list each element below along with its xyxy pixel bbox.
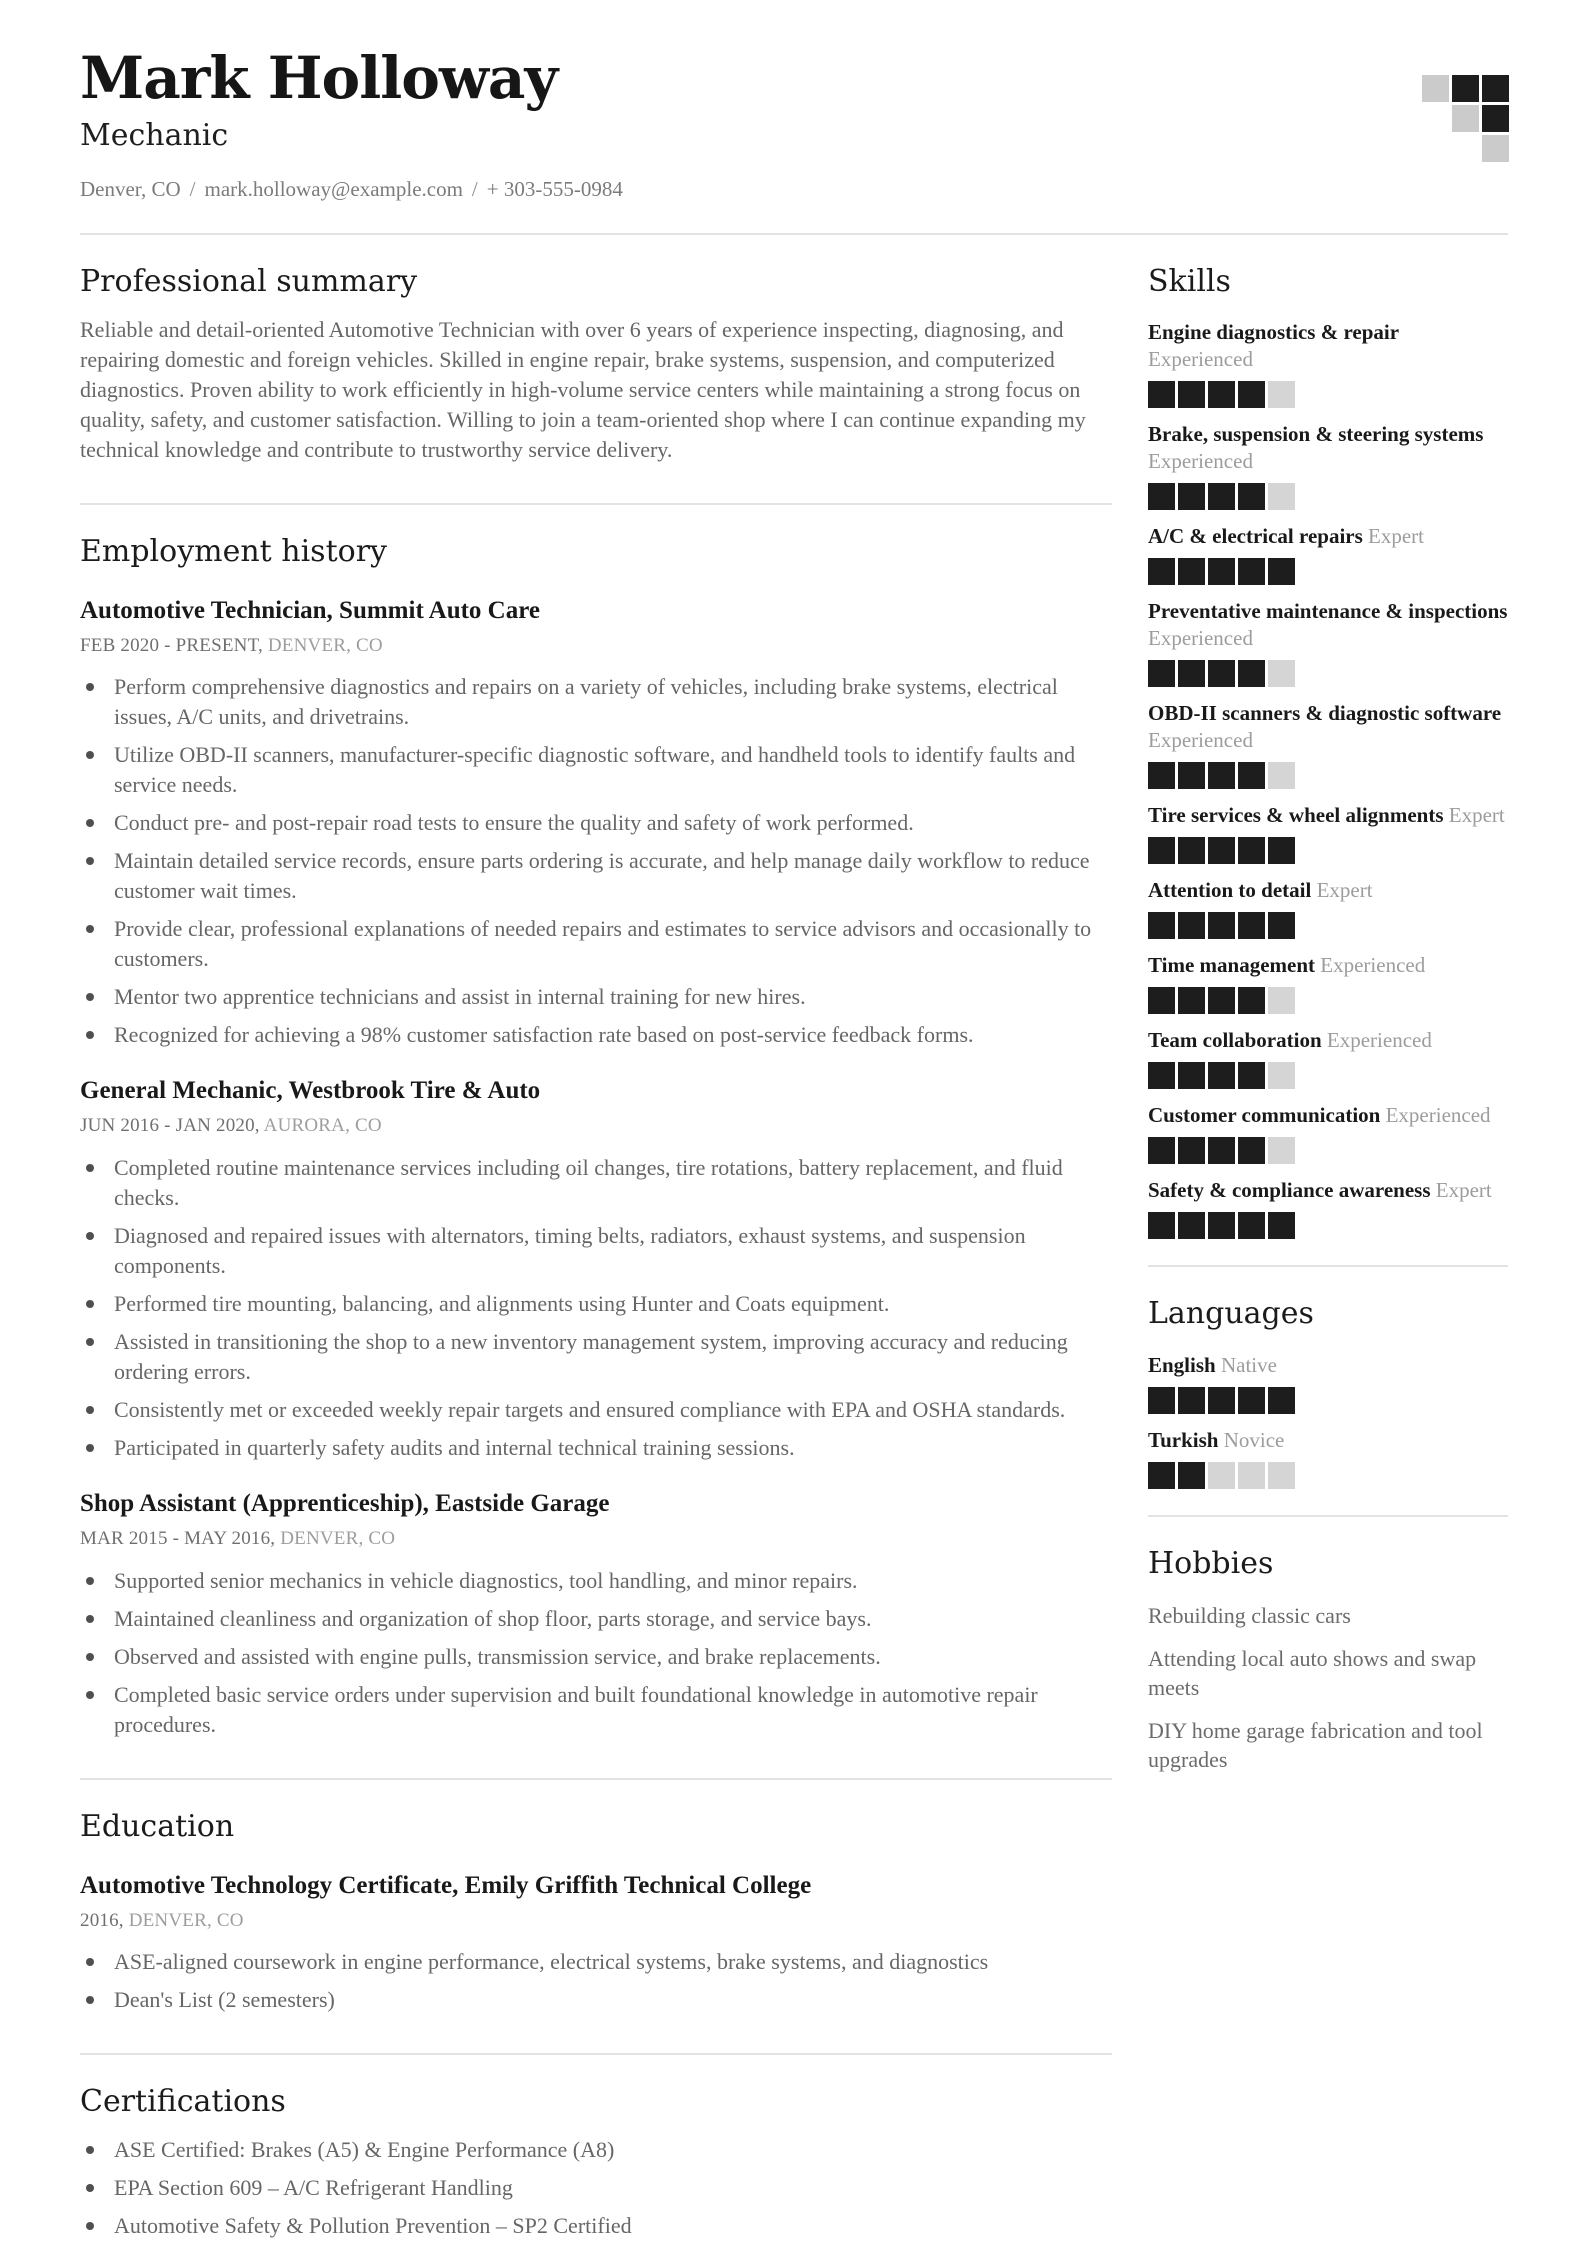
rating-square-filled bbox=[1268, 1212, 1295, 1239]
certification-list bbox=[80, 2135, 1112, 2241]
bullet-dot-icon bbox=[86, 857, 94, 865]
skill-name: Safety & compliance awareness bbox=[1148, 1178, 1431, 1203]
summary-section bbox=[80, 265, 1112, 466]
job-location: DENVER, CO bbox=[267, 634, 383, 656]
rating-square-filled bbox=[1208, 762, 1235, 789]
rating-square-filled bbox=[1148, 762, 1175, 789]
rating-square-empty bbox=[1268, 660, 1295, 687]
rating-square-filled bbox=[1268, 1387, 1295, 1414]
job-bullet: Completed routine maintenance services including oil changes, tire rotations, battery replacement, and fluid checks. bbox=[80, 1153, 1112, 1213]
rating-square-filled bbox=[1268, 558, 1295, 585]
rating-square-empty bbox=[1268, 1062, 1295, 1089]
contact-line bbox=[80, 177, 1508, 202]
bullet-dot-icon bbox=[86, 683, 94, 691]
certification-bullet: EPA Section 609 – A/C Refrigerant Handling bbox=[80, 2173, 1112, 2203]
job-title: General Mechanic, Westbrook Tire & Auto bbox=[80, 1077, 541, 1105]
certification-bullet: Automotive Safety & Pollution Prevention – SP2 Certified bbox=[80, 2211, 1112, 2241]
rating-square-filled bbox=[1178, 762, 1205, 789]
bullet-dot-icon bbox=[86, 1406, 94, 1414]
skill-rating-bar bbox=[1148, 912, 1508, 939]
skill-item bbox=[1148, 319, 1508, 408]
brand-squares-logo bbox=[1422, 75, 1509, 162]
job-bullet: Performed tire mounting, balancing, and alignments using Hunter and Coats equipment. bbox=[80, 1289, 1112, 1319]
rating-square-filled bbox=[1178, 558, 1205, 585]
skill-rating-bar bbox=[1148, 1062, 1508, 1089]
skill-item bbox=[1148, 877, 1508, 939]
job-bullet: Perform comprehensive diagnostics and repairs on a variety of vehicles, including brake systems, electrical issues, A/C units, and drivetrains. bbox=[80, 672, 1112, 732]
bullet-dot-icon bbox=[86, 1577, 94, 1585]
logo-cell bbox=[1422, 105, 1449, 132]
rating-square-filled bbox=[1148, 987, 1175, 1014]
section-heading-hobbies: Hobbies bbox=[1148, 1545, 1274, 1581]
rating-square-filled bbox=[1148, 381, 1175, 408]
rating-square-filled bbox=[1208, 1212, 1235, 1239]
rating-square-filled bbox=[1268, 837, 1295, 864]
job-bullet: Conduct pre- and post-repair road tests to ensure the quality and safety of work performed. bbox=[80, 808, 1112, 838]
skill-name: Preventative maintenance & inspections bbox=[1148, 599, 1508, 624]
job-meta bbox=[80, 1528, 1112, 1551]
logo-cell bbox=[1452, 75, 1479, 102]
job-title: Shop Assistant (Apprenticeship), Eastside Garage bbox=[80, 1490, 610, 1518]
language-rating-bar bbox=[1148, 1387, 1508, 1414]
rating-square-empty bbox=[1238, 1462, 1265, 1489]
education-bullet-list bbox=[80, 1947, 1112, 2015]
contact-location: Denver, CO bbox=[80, 177, 181, 202]
logo-cell bbox=[1422, 75, 1449, 102]
rating-square-filled bbox=[1208, 837, 1235, 864]
hobby-item: Attending local auto shows and swap meets bbox=[1148, 1646, 1477, 1701]
rating-square-filled bbox=[1178, 660, 1205, 687]
rating-square-filled bbox=[1178, 483, 1205, 510]
sidebar-column bbox=[1148, 235, 1508, 1775]
rating-square-filled bbox=[1238, 837, 1265, 864]
bullet-dot-icon bbox=[86, 1958, 94, 1966]
rating-square-filled bbox=[1208, 912, 1235, 939]
bullet-dot-icon bbox=[86, 1653, 94, 1661]
skill-level: Experienced bbox=[1148, 728, 1253, 753]
language-rating-bar bbox=[1148, 1462, 1508, 1489]
job-bullet: Utilize OBD-II scanners, manufacturer-specific diagnostic software, and handheld tools to identify faults and service needs. bbox=[80, 740, 1112, 800]
job-bullet: Maintained cleanliness and organization of shop floor, parts storage, and service bays. bbox=[80, 1604, 1112, 1634]
bullet-dot-icon bbox=[86, 993, 94, 1001]
skill-name: Customer communication bbox=[1148, 1103, 1381, 1128]
certification-bullet: ASE Certified: Brakes (A5) & Engine Performance (A8) bbox=[80, 2135, 1112, 2165]
bullet-dot-icon bbox=[86, 1691, 94, 1699]
skill-rating-bar bbox=[1148, 1137, 1508, 1164]
logo-cell bbox=[1452, 135, 1479, 162]
bullet-dot-icon bbox=[86, 1300, 94, 1308]
rating-square-filled bbox=[1148, 1387, 1175, 1414]
education-meta bbox=[80, 1910, 1112, 1933]
bullet-dot-icon bbox=[86, 1164, 94, 1172]
skill-rating-bar bbox=[1148, 762, 1508, 789]
skill-name: Time management bbox=[1148, 953, 1316, 978]
divider bbox=[1148, 1265, 1508, 1267]
logo-cell bbox=[1482, 135, 1509, 162]
job-bullet: Mentor two apprentice technicians and assist in internal training for new hires. bbox=[80, 982, 1112, 1012]
rating-square-filled bbox=[1238, 912, 1265, 939]
skill-level: Experienced bbox=[1148, 626, 1253, 651]
rating-square-filled bbox=[1178, 837, 1205, 864]
bullet-dot-icon bbox=[86, 1615, 94, 1623]
language-name: English bbox=[1148, 1352, 1216, 1377]
rating-square-filled bbox=[1208, 1062, 1235, 1089]
rating-square-filled bbox=[1148, 483, 1175, 510]
skill-level: Expert bbox=[1435, 1178, 1492, 1203]
rating-square-filled bbox=[1178, 1212, 1205, 1239]
bullet-dot-icon bbox=[86, 2222, 94, 2230]
section-heading-summary: Professional summary bbox=[80, 263, 418, 299]
skill-name: Engine diagnostics & repair bbox=[1148, 320, 1400, 345]
education-entry bbox=[80, 1871, 1112, 2016]
education-date: 2016, bbox=[80, 1909, 124, 1931]
job-meta bbox=[80, 1115, 1112, 1138]
skill-level: Expert bbox=[1448, 803, 1505, 828]
rating-square-filled bbox=[1238, 762, 1265, 789]
skill-item bbox=[1148, 700, 1508, 789]
bullet-dot-icon bbox=[86, 2184, 94, 2192]
rating-square-filled bbox=[1148, 912, 1175, 939]
rating-square-empty bbox=[1208, 1462, 1235, 1489]
bullet-dot-icon bbox=[86, 1444, 94, 1452]
skill-level: Experienced bbox=[1148, 449, 1253, 474]
rating-square-filled bbox=[1238, 1137, 1265, 1164]
education-title: Automotive Technology Certificate, Emily Griffith Technical College bbox=[80, 1871, 812, 1899]
skill-item bbox=[1148, 1177, 1508, 1239]
skill-level: Experienced bbox=[1326, 1028, 1432, 1053]
divider bbox=[80, 2053, 1112, 2055]
job-bullet: Consistently met or exceeded weekly repair targets and ensured compliance with EPA and OSHA standards. bbox=[80, 1395, 1112, 1425]
skill-level: Experienced bbox=[1148, 347, 1253, 372]
job-bullet-list bbox=[80, 672, 1112, 1050]
job-bullet: Maintain detailed service records, ensure parts ordering is accurate, and help manage daily workflow to reduce customer wait times. bbox=[80, 846, 1112, 906]
rating-square-empty bbox=[1268, 381, 1295, 408]
rating-square-filled bbox=[1148, 660, 1175, 687]
rating-square-filled bbox=[1148, 837, 1175, 864]
education-section bbox=[80, 1810, 1112, 2015]
skill-item bbox=[1148, 802, 1508, 864]
rating-square-filled bbox=[1178, 912, 1205, 939]
rating-square-filled bbox=[1238, 1212, 1265, 1239]
skill-name: Team collaboration bbox=[1148, 1028, 1322, 1053]
job-dates: JUN 2016 - JAN 2020, bbox=[80, 1115, 260, 1137]
skill-rating-bar bbox=[1148, 558, 1508, 585]
rating-square-filled bbox=[1178, 1387, 1205, 1414]
bullet-dot-icon bbox=[86, 819, 94, 827]
rating-square-filled bbox=[1148, 1462, 1175, 1489]
rating-square-filled bbox=[1178, 1062, 1205, 1089]
bullet-dot-icon bbox=[86, 751, 94, 759]
logo-cell bbox=[1452, 105, 1479, 132]
skill-level: Experienced bbox=[1385, 1103, 1491, 1128]
rating-square-filled bbox=[1208, 483, 1235, 510]
content-columns bbox=[80, 235, 1508, 2244]
job-bullet-list bbox=[80, 1566, 1112, 1740]
skill-level: Experienced bbox=[1320, 953, 1426, 978]
section-heading-certifications: Certifications bbox=[80, 2084, 286, 2120]
section-heading-education: Education bbox=[80, 1809, 235, 1845]
skill-name: Tire services & wheel alignments bbox=[1148, 803, 1444, 828]
main-column bbox=[80, 235, 1112, 2244]
skill-level: Expert bbox=[1368, 524, 1425, 549]
rating-square-filled bbox=[1178, 1462, 1205, 1489]
skill-item bbox=[1148, 421, 1508, 510]
job-bullet-list bbox=[80, 1153, 1112, 1463]
divider bbox=[80, 1778, 1112, 1780]
rating-square-empty bbox=[1268, 1462, 1295, 1489]
job-bullet: Observed and assisted with engine pulls, transmission service, and brake replacements. bbox=[80, 1642, 1112, 1672]
bullet-dot-icon bbox=[86, 925, 94, 933]
hobbies-section bbox=[1148, 1547, 1508, 1775]
language-name: Turkish bbox=[1148, 1427, 1219, 1452]
rating-square-filled bbox=[1238, 1387, 1265, 1414]
job-bullet: Supported senior mechanics in vehicle diagnostics, tool handling, and minor repairs. bbox=[80, 1566, 1112, 1596]
rating-square-empty bbox=[1268, 1137, 1295, 1164]
rating-square-filled bbox=[1208, 558, 1235, 585]
contact-phone: + 303-555-0984 bbox=[486, 177, 623, 202]
language-item bbox=[1148, 1427, 1508, 1489]
job-meta bbox=[80, 635, 1112, 658]
contact-separator: / bbox=[189, 177, 196, 202]
rating-square-filled bbox=[1238, 483, 1265, 510]
job-bullet: Assisted in transitioning the shop to a new inventory management system, improving accuracy and reducing ordering errors. bbox=[80, 1327, 1112, 1387]
section-heading-languages: Languages bbox=[1148, 1296, 1314, 1332]
skill-item bbox=[1148, 523, 1508, 585]
skills-section bbox=[1148, 265, 1508, 1240]
rating-square-empty bbox=[1268, 762, 1295, 789]
education-location: DENVER, CO bbox=[128, 1909, 244, 1931]
job-title: Automotive Technician, Summit Auto Care bbox=[80, 596, 540, 624]
skill-name: Attention to detail bbox=[1148, 878, 1312, 903]
rating-square-filled bbox=[1238, 1062, 1265, 1089]
skill-name: Brake, suspension & steering systems bbox=[1148, 422, 1484, 447]
skill-item bbox=[1148, 1102, 1508, 1164]
job-entry bbox=[80, 596, 1112, 1051]
language-item bbox=[1148, 1352, 1508, 1414]
logo-cell bbox=[1422, 135, 1449, 162]
rating-square-filled bbox=[1148, 1137, 1175, 1164]
language-level: Novice bbox=[1223, 1427, 1285, 1452]
job-bullet: Diagnosed and repaired issues with alternators, timing belts, radiators, exhaust systems, and suspension components. bbox=[80, 1221, 1112, 1281]
rating-square-empty bbox=[1268, 987, 1295, 1014]
job-bullet: Completed basic service orders under supervision and built foundational knowledge in automotive repair procedures. bbox=[80, 1680, 1112, 1740]
candidate-name: Mark Holloway bbox=[80, 44, 558, 112]
section-heading-employment: Employment history bbox=[80, 534, 387, 570]
employment-section bbox=[80, 535, 1112, 1740]
job-bullet: Participated in quarterly safety audits and internal technical training sessions. bbox=[80, 1433, 1112, 1463]
rating-square-filled bbox=[1238, 987, 1265, 1014]
rating-square-filled bbox=[1178, 1137, 1205, 1164]
rating-square-filled bbox=[1208, 1137, 1235, 1164]
rating-square-filled bbox=[1148, 558, 1175, 585]
hobby-item: Rebuilding classic cars bbox=[1148, 1603, 1351, 1629]
education-bullet: ASE-aligned coursework in engine performance, electrical systems, brake systems, and diagnostics bbox=[80, 1947, 1112, 1977]
divider bbox=[1148, 1515, 1508, 1517]
contact-separator: / bbox=[471, 177, 478, 202]
logo-cell bbox=[1482, 105, 1509, 132]
summary-text: Reliable and detail-oriented Automotive Technician with over 6 years of experience inspecting, diagnosing, and repairing domestic and foreign vehicles. Skilled in engine repair, brake systems, suspension, and computerized diagnostics. Proven ability to work efficiently in high-volume service centers while maintaining a strong focus on quality, safety, and customer satisfaction. Willing to join a team-oriented shop where I can continue expanding my technical knowledge and contribute to trustworthy service delivery. bbox=[80, 317, 1086, 463]
logo-cell bbox=[1482, 75, 1509, 102]
contact-email: mark.holloway@example.com bbox=[204, 177, 463, 202]
job-bullet: Recognized for achieving a 98% customer satisfaction rate based on post-service feedback forms. bbox=[80, 1020, 1112, 1050]
section-heading-skills: Skills bbox=[1148, 263, 1231, 299]
skill-item bbox=[1148, 598, 1508, 687]
rating-square-filled bbox=[1268, 912, 1295, 939]
skill-name: OBD-II scanners & diagnostic software bbox=[1148, 701, 1502, 726]
hobby-item: DIY home garage fabrication and tool upgrades bbox=[1148, 1718, 1483, 1773]
bullet-dot-icon bbox=[86, 1996, 94, 2004]
candidate-job-title: Mechanic bbox=[80, 117, 229, 153]
skill-rating-bar bbox=[1148, 837, 1508, 864]
skill-level: Expert bbox=[1316, 878, 1373, 903]
language-level: Native bbox=[1220, 1352, 1277, 1377]
job-entry bbox=[80, 1076, 1112, 1463]
rating-square-filled bbox=[1238, 660, 1265, 687]
rating-square-filled bbox=[1238, 558, 1265, 585]
languages-section bbox=[1148, 1297, 1508, 1489]
rating-square-filled bbox=[1178, 987, 1205, 1014]
header bbox=[80, 46, 1508, 203]
skill-item bbox=[1148, 952, 1508, 1014]
skill-rating-bar bbox=[1148, 987, 1508, 1014]
job-dates: FEB 2020 - PRESENT, bbox=[80, 634, 263, 656]
rating-square-filled bbox=[1208, 987, 1235, 1014]
job-location: DENVER, CO bbox=[280, 1528, 396, 1550]
bullet-dot-icon bbox=[86, 2146, 94, 2154]
rating-square-filled bbox=[1208, 660, 1235, 687]
bullet-dot-icon bbox=[86, 1338, 94, 1346]
skill-rating-bar bbox=[1148, 1212, 1508, 1239]
rating-square-filled bbox=[1208, 381, 1235, 408]
bullet-dot-icon bbox=[86, 1031, 94, 1039]
certifications-section bbox=[80, 2085, 1112, 2241]
job-dates: MAR 2015 - MAY 2016, bbox=[80, 1528, 276, 1550]
bullet-dot-icon bbox=[86, 1232, 94, 1240]
education-bullet: Dean's List (2 semesters) bbox=[80, 1985, 1112, 2015]
rating-square-filled bbox=[1148, 1062, 1175, 1089]
rating-square-empty bbox=[1268, 483, 1295, 510]
job-entry bbox=[80, 1489, 1112, 1740]
rating-square-filled bbox=[1178, 381, 1205, 408]
skill-rating-bar bbox=[1148, 660, 1508, 687]
rating-square-filled bbox=[1208, 1387, 1235, 1414]
rating-square-filled bbox=[1238, 381, 1265, 408]
skill-item bbox=[1148, 1027, 1508, 1089]
job-location: AURORA, CO bbox=[263, 1115, 382, 1137]
skill-rating-bar bbox=[1148, 483, 1508, 510]
rating-square-filled bbox=[1148, 1212, 1175, 1239]
divider bbox=[80, 503, 1112, 505]
job-bullet: Provide clear, professional explanations of needed repairs and estimates to service advisors and occasionally to customers. bbox=[80, 914, 1112, 974]
skill-rating-bar bbox=[1148, 381, 1508, 408]
skill-name: A/C & electrical repairs bbox=[1148, 524, 1363, 549]
